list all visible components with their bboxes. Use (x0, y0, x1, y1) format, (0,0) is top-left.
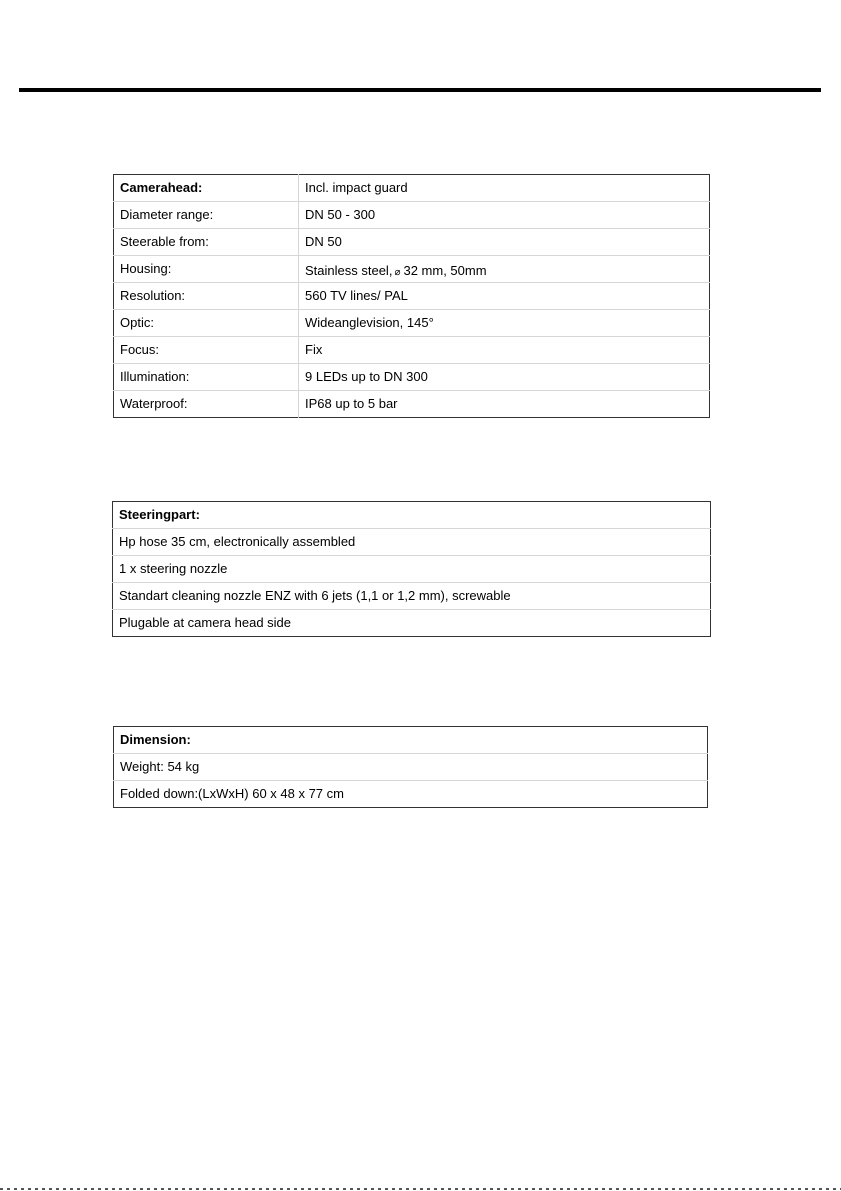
spec-label: Illumination: (114, 364, 299, 391)
diameter-symbol-icon: ⌀ (394, 267, 401, 278)
dimension-header: Dimension: (120, 732, 191, 747)
table-row (113, 583, 711, 610)
dimension-spec-table (113, 726, 708, 808)
list-item: 1 x steering nozzle (113, 556, 711, 583)
table-row (114, 754, 708, 781)
table-row (114, 283, 710, 310)
spec-label: Resolution: (114, 283, 299, 310)
table-row (113, 529, 711, 556)
spec-value: 9 LEDs up to DN 300 (299, 364, 710, 391)
table-row (113, 502, 711, 529)
spec-label: Housing: (114, 256, 299, 283)
spec-value: DN 50 (299, 229, 710, 256)
camerahead-spec-table (113, 174, 710, 418)
spec-value: IP68 up to 5 bar (299, 391, 710, 418)
table-row (113, 556, 711, 583)
table-row (114, 364, 710, 391)
table-row (114, 781, 708, 808)
list-item: Plugable at camera head side (113, 610, 711, 637)
housing-material: Stainless steel, (305, 263, 393, 278)
table-row (114, 256, 710, 283)
spec-value: Fix (299, 337, 710, 364)
spec-label: Optic: (114, 310, 299, 337)
top-horizontal-rule (19, 88, 821, 92)
list-item: Standart cleaning nozzle ENZ with 6 jets (1,1 or 1,2 mm), screwable (113, 583, 711, 610)
spec-value: DN 50 - 300 (299, 202, 710, 229)
list-item: Folded down:(LxWxH) 60 x 48 x 77 cm (114, 781, 708, 808)
table-row (114, 727, 708, 754)
steeringpart-header: Steeringpart: (119, 507, 200, 522)
spec-label: Focus: (114, 337, 299, 364)
steeringpart-spec-table (112, 501, 711, 637)
table-row (114, 229, 710, 256)
camerahead-header-label: Camerahead: (114, 175, 299, 202)
list-item: Hp hose 35 cm, electronically assembled (113, 529, 711, 556)
table-row (114, 202, 710, 229)
housing-diameters: 32 mm, 50mm (403, 263, 487, 278)
spec-value: Wideanglevision, 145° (299, 310, 710, 337)
spec-label: Diameter range: (114, 202, 299, 229)
spec-value: 560 TV lines/ PAL (299, 283, 710, 310)
spec-label: Steerable from: (114, 229, 299, 256)
table-row (114, 310, 710, 337)
table-row (114, 391, 710, 418)
list-item: Weight: 54 kg (114, 754, 708, 781)
spec-value-housing (299, 256, 710, 283)
camerahead-header-value: Incl. impact guard (305, 180, 408, 195)
table-row (114, 175, 710, 202)
spec-label: Waterproof: (114, 391, 299, 418)
table-row (113, 610, 711, 637)
table-row (114, 337, 710, 364)
bottom-dotted-edge (0, 1188, 841, 1190)
